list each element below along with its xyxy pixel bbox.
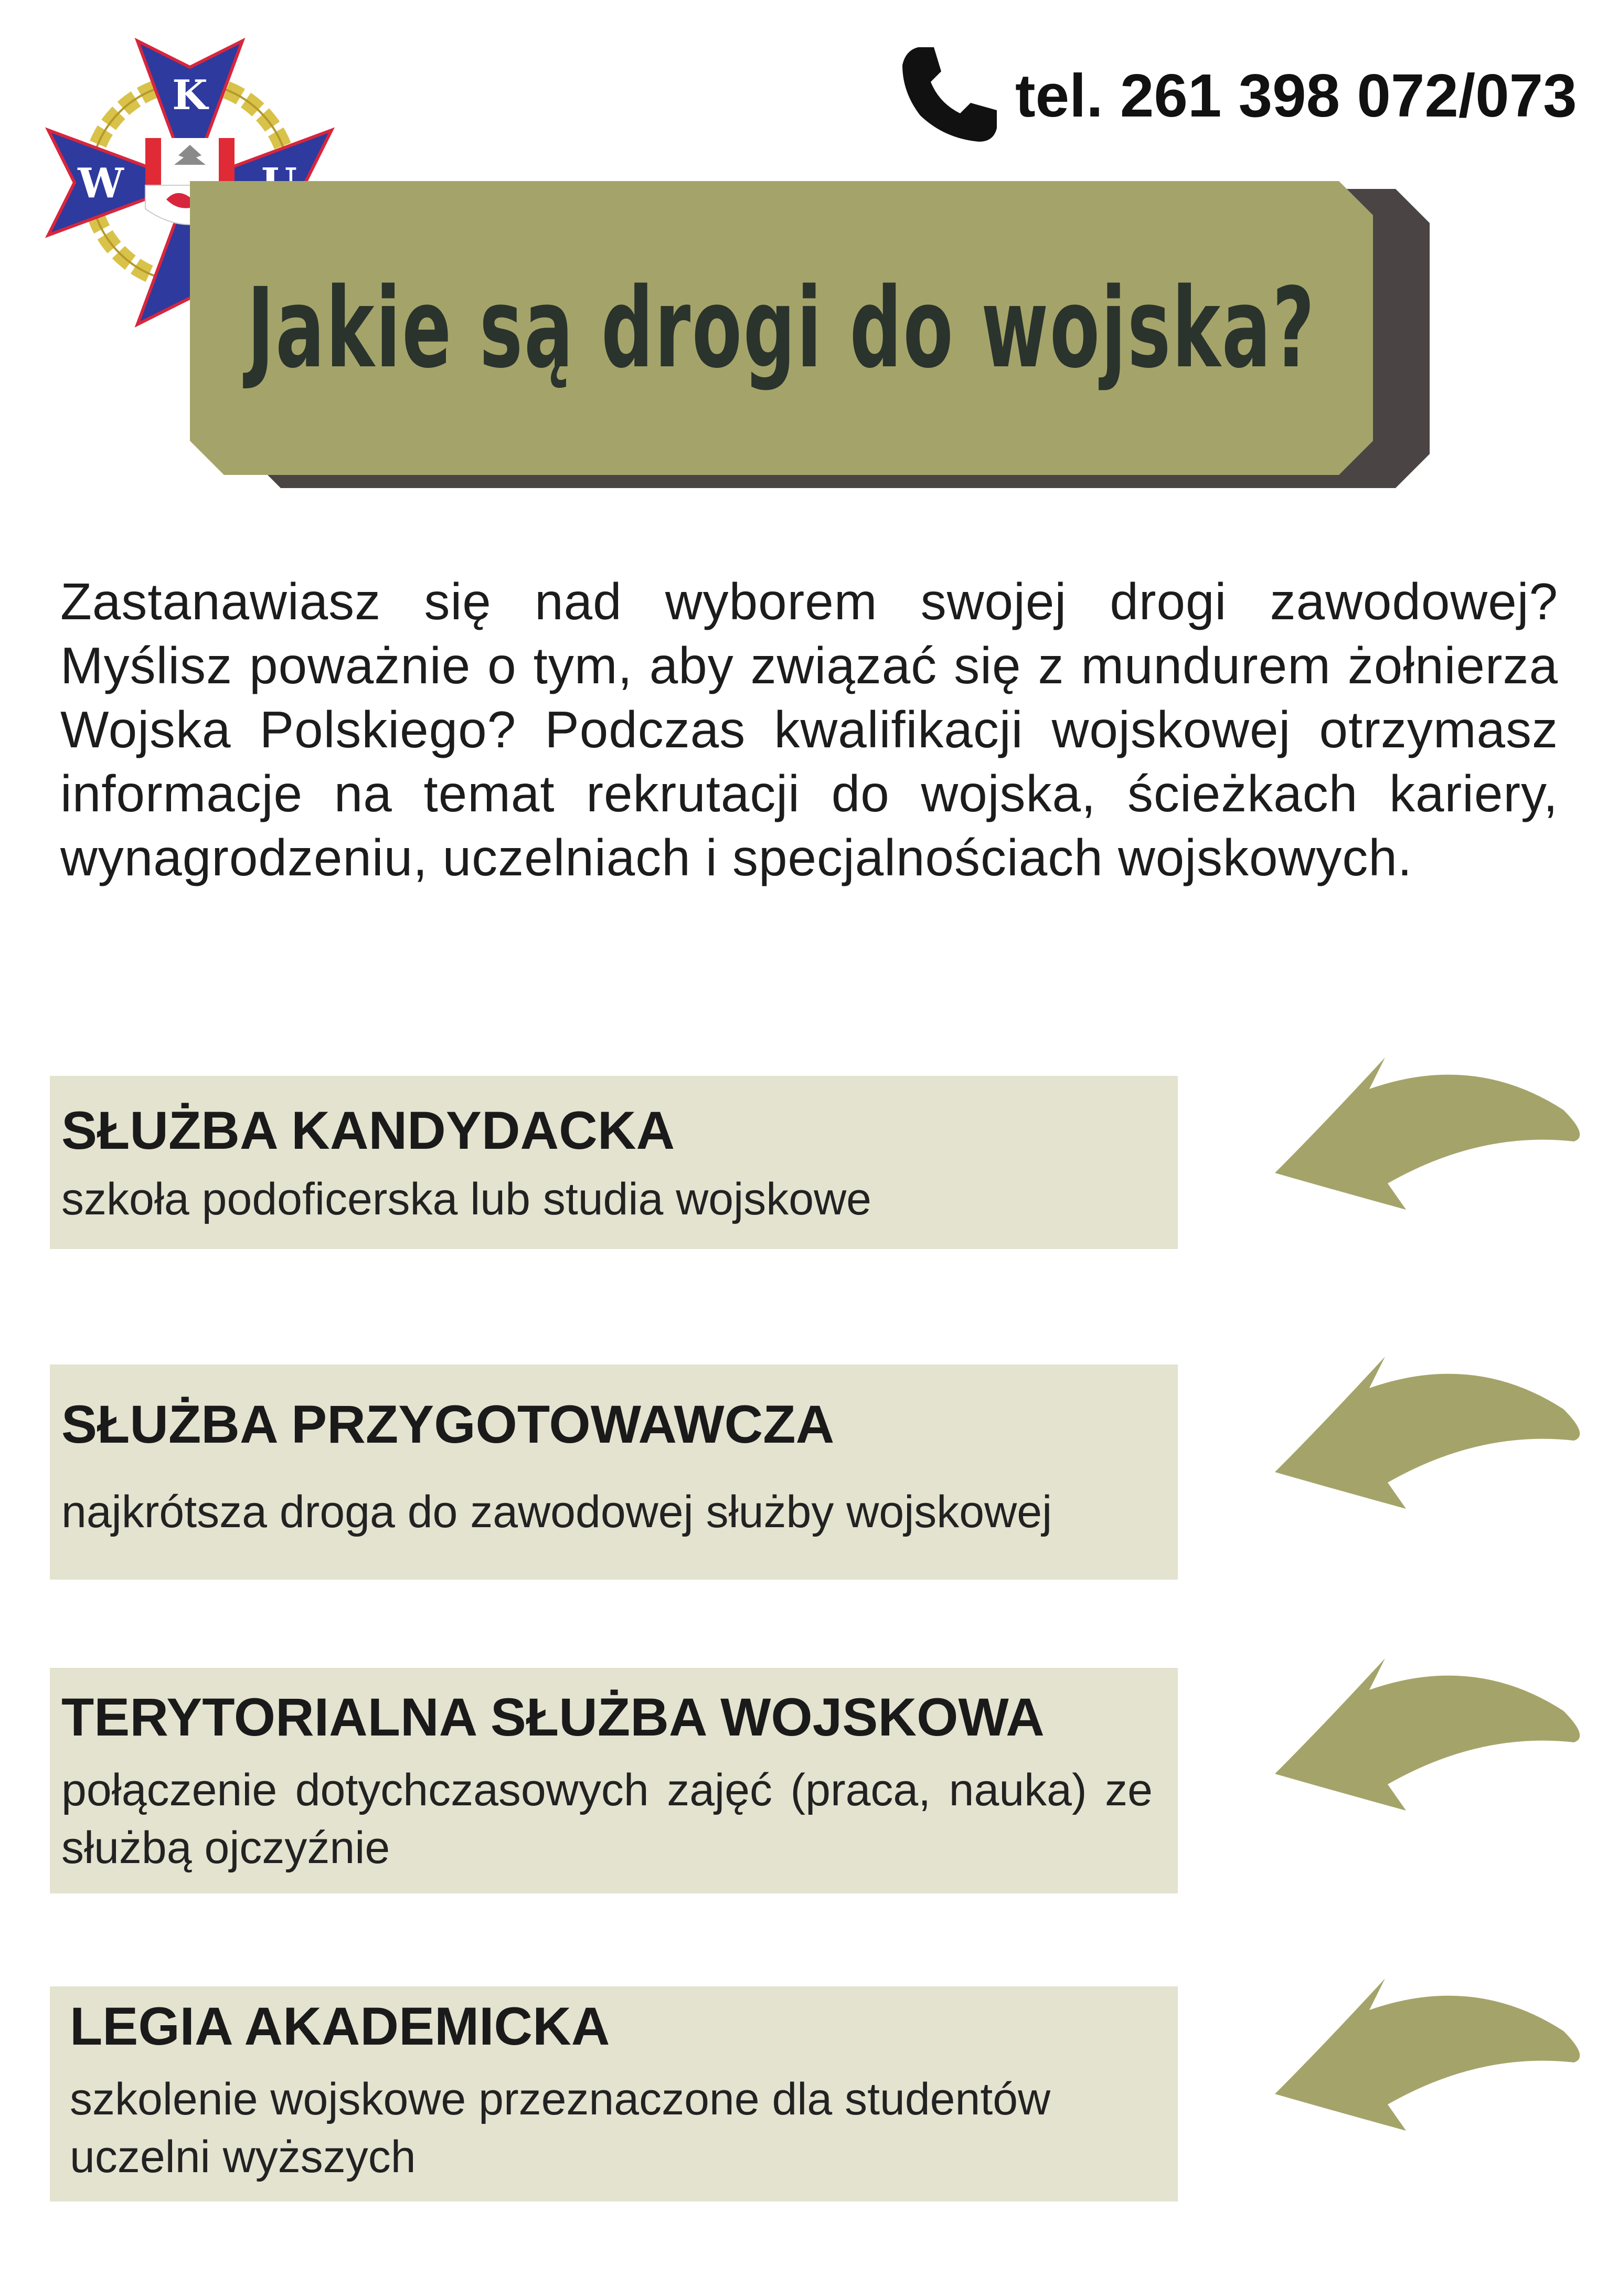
page-title: Jakie są drogi do wojska? — [247, 263, 1316, 393]
path-title: LEGIA AKADEMICKA — [70, 1996, 610, 2056]
logo-letter-w: W — [78, 160, 124, 207]
path-card-kandydacka — [50, 1076, 1178, 1249]
path-title: SŁUŻBA KANDYDACKA — [61, 1101, 675, 1160]
logo-letter-k: K — [172, 71, 208, 119]
path-description: najkrótsza droga do zawodowej służby wojskowej — [61, 1487, 1052, 1537]
intro-paragraph: Zastanawiasz się nad wyborem swojej drogi zawodowej? Myślisz poważnie o tym, aby związać się z mundurem żołnierza Wojska Polskiego? Podczas kwalifikacji wojskowej otrzymasz informacje na temat rekrutacji do wojska, ścieżkach kariery, wynagrodzeniu, uczelniach i specjalnościach wojskowych. — [60, 573, 1558, 886]
path-description: szkoła podoficerska lub studia wojskowe — [61, 1174, 872, 1224]
arrow-left-icon — [1228, 1963, 1595, 2141]
phone-icon — [897, 39, 1002, 150]
path-card-terytorialna — [50, 1668, 1178, 1893]
path-description: połączenie dotychczasowych zajęć (praca, nauka) ze służbą ojczyźnie — [61, 1765, 1153, 1873]
path-title: TERYTORIALNA SŁUŻBA WOJSKOWA — [61, 1687, 1045, 1747]
arrow-left-icon — [1228, 1042, 1595, 1220]
phone-number[interactable]: tel. 261 398 072/073 — [1015, 61, 1577, 130]
arrow-left-icon — [1228, 1643, 1595, 1821]
arrow-left-icon — [1228, 1341, 1595, 1519]
path-description: szkolenie wojskowe przeznaczone dla studentów uczelni wyższych — [70, 2074, 1051, 2182]
path-card-przygotowawcza — [50, 1364, 1178, 1580]
path-card-legia-akademicka — [50, 1986, 1178, 2202]
path-title: SŁUŻBA PRZYGOTOWAWCZA — [61, 1394, 835, 1454]
